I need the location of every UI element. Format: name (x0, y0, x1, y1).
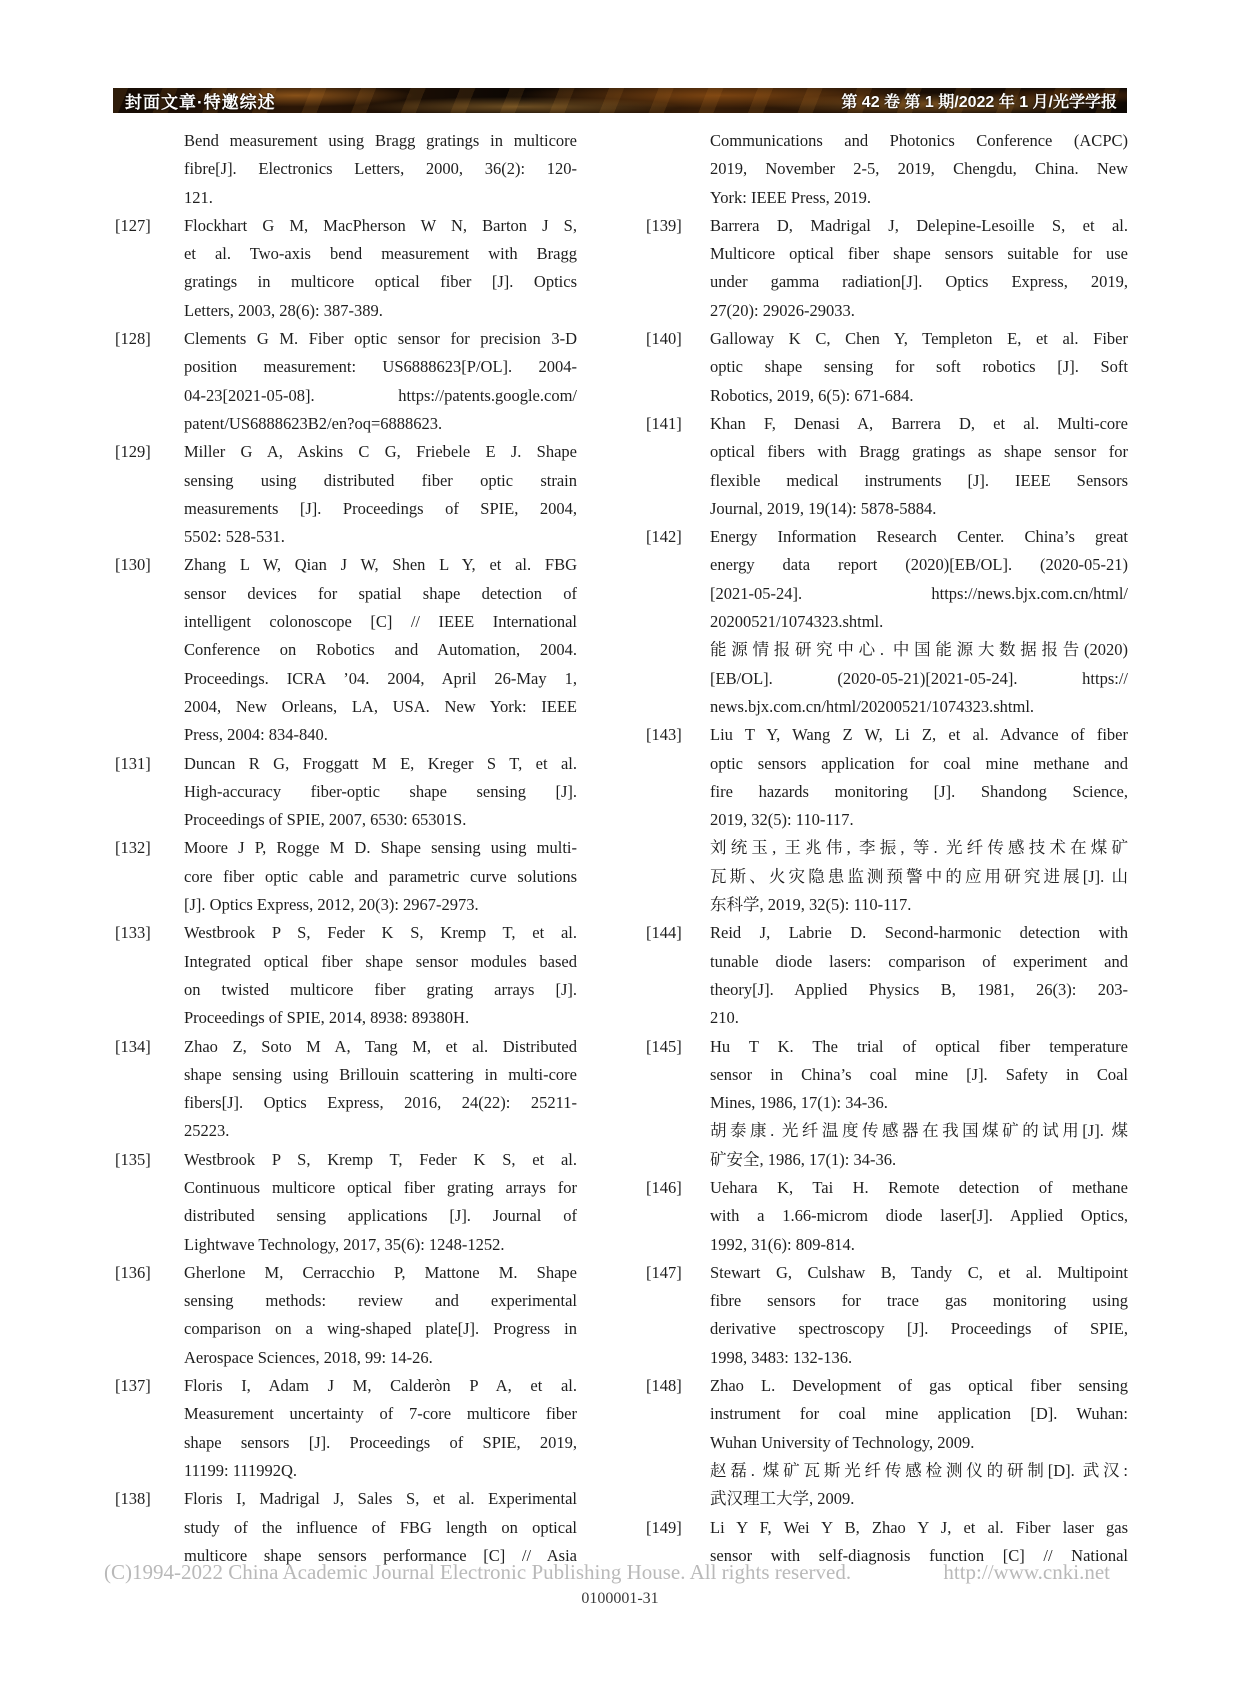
reference-number: [143] (646, 725, 682, 745)
reference-line: 25223. (184, 1121, 230, 1141)
reference-line: under gamma radiation[J]. Optics Express, 2019, (710, 272, 1128, 292)
reference-item (646, 919, 1128, 1032)
reference-item (115, 1146, 577, 1259)
reference-number: [138] (115, 1489, 151, 1509)
reference-number: [128] (115, 329, 151, 349)
journal-header-bar (113, 88, 1127, 113)
reference-text (710, 127, 1128, 212)
reference-line: 1998, 3483: 132-136. (710, 1347, 853, 1367)
reference-line: Li Y F, Wei Y B, Zhao Y J, et al. Fiber laser gas (710, 1517, 1128, 1537)
reference-number: [146] (646, 1177, 682, 1197)
reference-item (646, 1372, 1128, 1513)
reference-line: 210. (710, 1008, 739, 1028)
reference-number: [136] (115, 1262, 151, 1282)
copyright-text: (C)1994-2022 China Academic Journal Electronic Publishing House. All rights reserved. (104, 1560, 852, 1584)
reference-line: Floris I, Madrigal J, Sales S, et al. Experimental (184, 1489, 577, 1509)
reference-line: Barrera D, Madrigal J, Delepine-Lesoille S, et al. (710, 215, 1128, 235)
reference-line: sensor in China’s coal mine [J]. Safety in Coal (710, 1064, 1128, 1084)
reference-line: Wuhan University of Technology, 2009. (710, 1432, 975, 1452)
reference-number (115, 127, 184, 212)
reference-number: [127] (115, 215, 151, 235)
reference-line: Uehara K, Tai H. Remote detection of methane (710, 1177, 1128, 1197)
reference-line: Integrated optical fiber shape sensor modules based (184, 951, 577, 971)
reference-number: [134] (115, 1036, 151, 1056)
reference-line: 能源情报研究中心. 中国能源大数据报告(2020) (710, 640, 1128, 660)
reference-text (184, 1146, 577, 1259)
reference-text (710, 1259, 1128, 1372)
reference-text (184, 1259, 577, 1372)
reference-line: study of the influence of FBG length on optical (184, 1517, 577, 1537)
reference-line: High-accuracy fiber-optic shape sensing [J]. (184, 781, 577, 801)
reference-line: on twisted multicore fiber grating arrays [J]. (184, 979, 577, 999)
reference-item (646, 523, 1128, 721)
reference-line: 2019, 32(5): 110-117. (710, 810, 854, 830)
copyright-footer (104, 1560, 1110, 1585)
reference-line: Measurement uncertainty of 7-core multicore fiber (184, 1404, 577, 1424)
reference-item (115, 1259, 577, 1372)
reference-line: Proceedings of SPIE, 2007, 6530: 65301S. (184, 810, 467, 830)
reference-line: energy data report (2020)[EB/OL]. (2020-05-21) (710, 555, 1128, 575)
reference-line: fibers[J]. Optics Express, 2016, 24(22): 25211- (184, 1093, 577, 1113)
reference-text (184, 1372, 577, 1485)
reference-line: et al. Two-axis bend measurement with Bragg (184, 244, 577, 264)
reference-line: 11199: 111992Q. (184, 1460, 298, 1480)
reference-text (710, 410, 1128, 523)
reference-text (710, 1372, 1128, 1513)
reference-line: Communications and Photonics Conference (ACPC) (710, 131, 1128, 150)
reference-text (184, 834, 577, 919)
references-column-left (115, 127, 577, 1570)
reference-line: optic sensors application for coal mine methane and (710, 753, 1128, 773)
reference-item (646, 721, 1128, 919)
reference-line: tunable diode lasers: comparison of experiment and (710, 951, 1128, 971)
reference-line: Hu T K. The trial of optical fiber temperature (710, 1036, 1128, 1056)
reference-line: Zhao L. Development of gas optical fiber sensing (710, 1376, 1128, 1396)
reference-line: 刘统玉, 王兆伟, 李振, 等. 光纤传感技术在煤矿 (710, 838, 1128, 858)
reference-line: Press, 2004: 834-840. (184, 725, 328, 745)
reference-line: intelligent colonoscope [C] // IEEE International (184, 612, 577, 632)
reference-number: [140] (646, 329, 682, 349)
reference-number: [142] (646, 527, 682, 547)
reference-text (184, 919, 577, 1032)
reference-number: [139] (646, 215, 682, 235)
reference-line: Proceedings of SPIE, 2014, 8938: 89380H. (184, 1008, 470, 1028)
reference-line: 2019, November 2-5, 2019, Chengdu, China. New (710, 159, 1128, 179)
reference-line: 胡泰康. 光纤温度传感器在我国煤矿的试用[J]. 煤 (710, 1121, 1128, 1141)
reference-line: 瓦斯、火灾隐患监测预警中的应用研究进展[J]. 山 (710, 866, 1128, 886)
reference-number: [141] (646, 413, 682, 433)
reference-item (115, 1485, 577, 1570)
reference-item (646, 325, 1128, 410)
reference-line: 2004, New Orleans, LA, USA. New York: IEEE (184, 696, 577, 716)
reference-text (184, 325, 577, 438)
reference-line: theory[J]. Applied Physics B, 1981, 26(3): 203- (710, 979, 1128, 999)
reference-line: [J]. Optics Express, 2012, 20(3): 2967-2973. (184, 895, 479, 915)
page-number: 0100001-31 (581, 1590, 659, 1607)
reference-continuation (646, 127, 1128, 212)
reference-item (646, 410, 1128, 523)
reference-line: Continuous multicore optical fiber grating arrays for (184, 1177, 577, 1197)
reference-item (646, 1259, 1128, 1372)
references-column-right (646, 127, 1128, 1570)
reference-line: sensor with self-diagnosis function [C] // National (710, 1545, 1128, 1565)
reference-line: Miller G A, Askins C G, Friebele E J. Shape (184, 442, 577, 462)
reference-text (710, 721, 1128, 919)
reference-line: measurements [J]. Proceedings of SPIE, 2004, (184, 498, 577, 518)
cnki-url: http://www.cnki.net (943, 1560, 1110, 1584)
reference-item (115, 1372, 577, 1485)
reference-number: [131] (115, 753, 151, 773)
reference-line: [2021-05-24]. https://news.bjx.com.cn/html/ (710, 583, 1128, 603)
reference-line: Zhang L W, Qian J W, Shen L Y, et al. FBG (184, 555, 577, 575)
reference-line: gratings in multicore optical fiber [J]. Optics (184, 272, 577, 292)
reference-line: optic shape sensing for soft robotics [J]. Soft (710, 357, 1128, 377)
reference-line: 矿安全, 1986, 17(1): 34-36. (710, 1149, 897, 1169)
reference-line: Duncan R G, Froggatt M E, Kreger S T, et al. (184, 753, 577, 773)
reference-line: Westbrook P S, Feder K S, Kremp T, et al. (184, 923, 577, 943)
header-section-title: 封面文章·特邀综述 (125, 93, 276, 112)
reference-line: fibre sensors for trace gas monitoring using (710, 1291, 1128, 1311)
reference-item (115, 750, 577, 835)
reference-line: Energy Information Research Center. China’s great (710, 527, 1128, 547)
reference-line: York: IEEE Press, 2019. (710, 187, 872, 207)
reference-item (115, 551, 577, 749)
reference-number: [135] (115, 1149, 151, 1169)
reference-number: [129] (115, 442, 151, 462)
reference-text (710, 523, 1128, 721)
reference-line: Journal, 2019, 19(14): 5878-5884. (710, 498, 937, 518)
reference-line: 武汉理工大学, 2009. (710, 1489, 855, 1509)
reference-line: Galloway K C, Chen Y, Templeton E, et al. Fiber (710, 329, 1128, 349)
reference-line: 121. (184, 187, 213, 207)
reference-line: patent/US6888623B2/en?oq=6888623. (184, 413, 443, 433)
reference-number: [149] (646, 1517, 682, 1537)
reference-line: core fiber optic cable and parametric curve solutions (184, 866, 577, 886)
reference-item (115, 834, 577, 919)
reference-text (710, 1033, 1128, 1174)
reference-line: 04-23[2021-05-08]. https://patents.google.com/ (184, 385, 577, 405)
reference-text (710, 919, 1128, 1032)
reference-line: shape sensors [J]. Proceedings of SPIE, 2019, (184, 1432, 577, 1452)
reference-number: [147] (646, 1262, 682, 1282)
reference-item (646, 212, 1128, 325)
reference-continuation (115, 127, 577, 212)
reference-item (115, 438, 577, 551)
reference-line: multicore shape sensors performance [C] // Asia (184, 1545, 577, 1565)
reference-item (646, 1033, 1128, 1174)
reference-item (646, 1174, 1128, 1259)
reference-line: Clements G M. Fiber optic sensor for precision 3-D (184, 329, 577, 349)
reference-line: fibre[J]. Electronics Letters, 2000, 36(2): 120- (184, 159, 577, 179)
reference-line: instrument for coal mine application [D]. Wuhan: (710, 1404, 1128, 1424)
reference-line: Letters, 2003, 28(6): 387-389. (184, 300, 383, 320)
reference-text (184, 551, 577, 749)
reference-text (184, 212, 577, 325)
reference-line: flexible medical instruments [J]. IEEE Sensors (710, 470, 1128, 490)
reference-item (115, 325, 577, 438)
reference-text (710, 325, 1128, 410)
reference-line: with a 1.66-microm diode laser[J]. Applied Optics, (710, 1206, 1128, 1226)
reference-number: [132] (115, 838, 151, 858)
reference-line: Bend measurement using Bragg gratings in multicore (184, 131, 577, 150)
reference-item (115, 1033, 577, 1146)
reference-line: Mines, 1986, 17(1): 34-36. (710, 1093, 888, 1113)
reference-text (710, 1174, 1128, 1259)
reference-number: [137] (115, 1376, 151, 1396)
reference-line: Westbrook P S, Kremp T, Feder K S, et al. (184, 1149, 577, 1169)
reference-text (184, 1485, 577, 1570)
reference-line: news.bjx.com.cn/html/20200521/1074323.shtml. (710, 696, 1035, 716)
reference-number: [133] (115, 923, 151, 943)
reference-number (646, 127, 710, 212)
reference-line: 27(20): 29026-29033. (710, 300, 855, 320)
reference-line: Gherlone M, Cerracchio P, Mattone M. Shape (184, 1262, 577, 1282)
reference-line: 赵磊. 煤矿瓦斯光纤传感检测仪的研制[D]. 武汉: (710, 1460, 1128, 1480)
reference-line: Khan F, Denasi A, Barrera D, et al. Multi-core (710, 413, 1128, 433)
reference-item (115, 212, 577, 325)
reference-number: [148] (646, 1376, 682, 1396)
reference-line: derivative spectroscopy [J]. Proceedings of SPIE, (710, 1319, 1128, 1339)
reference-text (184, 438, 577, 551)
reference-line: Moore J P, Rogge M D. Shape sensing using multi- (184, 838, 577, 858)
reference-line: Stewart G, Culshaw B, Tandy C, et al. Multipoint (710, 1262, 1128, 1282)
reference-line: 5502: 528-531. (184, 527, 285, 547)
reference-line: Floris I, Adam J M, Calderòn P A, et al. (184, 1376, 577, 1396)
header-issue-info: 第 42 卷 第 1 期/2022 年 1 月/光学学报 (841, 94, 1117, 111)
reference-item (115, 919, 577, 1032)
reference-line: Proceedings. ICRA ’04. 2004, April 26-May 1, (184, 668, 577, 688)
reference-line: Flockhart G M, MacPherson W N, Barton J S, (184, 215, 577, 235)
reference-line: Robotics, 2019, 6(5): 671-684. (710, 385, 914, 405)
reference-line: Aerospace Sciences, 2018, 99: 14-26. (184, 1347, 433, 1367)
reference-line: sensing methods: review and experimental (184, 1291, 577, 1311)
reference-line: Conference on Robotics and Automation, 2004. (184, 640, 577, 660)
reference-line: optical fibers with Bragg gratings as shape sensor for (710, 442, 1128, 462)
reference-text (184, 750, 577, 835)
reference-line: sensor devices for spatial shape detection of (184, 583, 577, 603)
reference-line: Reid J, Labrie D. Second-harmonic detection with (710, 923, 1128, 943)
reference-line: Lightwave Technology, 2017, 35(6): 1248-1252. (184, 1234, 505, 1254)
reference-line: comparison on a wing-shaped plate[J]. Progress in (184, 1319, 577, 1339)
reference-line: sensing using distributed fiber optic strain (184, 470, 577, 490)
reference-line: [EB/OL]. (2020-05-21)[2021-05-24]. https:// (710, 668, 1128, 688)
reference-line: 20200521/1074323.shtml. (710, 612, 884, 632)
reference-line: 东科学, 2019, 32(5): 110-117. (710, 895, 912, 915)
reference-number: [144] (646, 923, 682, 943)
reference-number: [130] (115, 555, 151, 575)
reference-line: position measurement: US6888623[P/OL]. 2004- (184, 357, 577, 377)
reference-number: [145] (646, 1036, 682, 1056)
reference-line: Liu T Y, Wang Z W, Li Z, et al. Advance of fiber (710, 725, 1128, 745)
reference-line: shape sensing using Brillouin scattering in multi-core (184, 1064, 577, 1084)
reference-line: distributed sensing applications [J]. Journal of (184, 1206, 577, 1226)
reference-text (184, 1033, 577, 1146)
reference-line: Multicore optical fiber shape sensors suitable for use (710, 244, 1128, 264)
reference-line: 1992, 31(6): 809-814. (710, 1234, 855, 1254)
reference-line: Zhao Z, Soto M A, Tang M, et al. Distributed (184, 1036, 577, 1056)
reference-text (710, 212, 1128, 325)
reference-line: fire hazards monitoring [J]. Shandong Science, (710, 781, 1128, 801)
reference-text (184, 127, 577, 212)
